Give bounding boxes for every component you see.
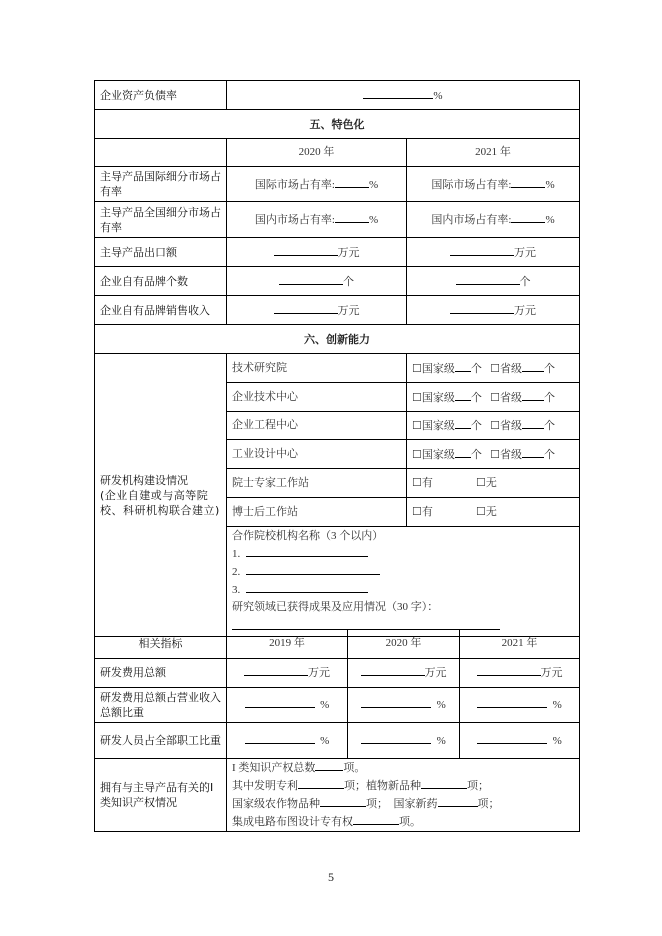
table-row (95, 687, 580, 722)
row-label: 研发费用总额 (95, 658, 227, 687)
unit-text: 万元 (514, 246, 536, 259)
row-label: 企业自有品牌个数 (95, 267, 227, 296)
institution-level-field[interactable] (407, 354, 580, 383)
table-row (95, 658, 580, 687)
rd-expense-2020-field[interactable] (348, 658, 460, 687)
form-table-upper (94, 80, 580, 637)
rd-label-line1: 研发机构建设情况 (100, 473, 188, 487)
institution-level-field[interactable] (407, 412, 580, 440)
unit-text: 个 (544, 391, 555, 404)
unit-text: 个 (470, 420, 482, 432)
provincial-checkbox[interactable]: ☐省级 (490, 362, 522, 375)
partner-number: 3. (232, 584, 241, 596)
year-2021-header: 2021 年 (407, 139, 580, 167)
unit-text: % (433, 89, 443, 102)
indicators-header: 相关指标 (95, 630, 227, 658)
row-label: 企业自有品牌销售收入 (95, 296, 227, 325)
asset-ratio-field[interactable] (227, 81, 580, 110)
institution-level-field[interactable] (407, 440, 580, 469)
indicators-header-row (95, 630, 580, 658)
unit-text: % (436, 734, 446, 747)
unit-text: 万元 (337, 246, 360, 259)
text: 项； 国家新药 (366, 797, 438, 810)
rd-expense-2021-field[interactable] (460, 658, 580, 687)
station-options (407, 469, 580, 498)
yes-checkbox[interactable]: ☐有 (412, 505, 433, 518)
text: 集成电路布图设计专有权 (232, 815, 353, 828)
partner-number: 2. (232, 566, 241, 578)
rd-institution-label (95, 354, 227, 637)
institution-row (95, 354, 580, 383)
table-row (95, 202, 580, 238)
unit-text: 个 (544, 420, 555, 432)
table-row (95, 296, 580, 325)
provincial-checkbox[interactable]: ☐省级 (490, 448, 522, 461)
unit-text: 个 (343, 275, 354, 288)
rd-ratio-2019-field[interactable] (227, 687, 348, 722)
table-row (95, 722, 580, 758)
row-label: 主导产品全国细分市场占有率 (95, 202, 227, 238)
asset-ratio-label: 企业资产负债率 (95, 81, 227, 110)
brand-revenue-2020-field[interactable] (227, 296, 407, 325)
rd-ratio-2021-field[interactable] (460, 687, 580, 722)
brand-count-2021-field[interactable] (407, 267, 580, 296)
partner-field-3[interactable] (232, 581, 574, 599)
unit-text: % (368, 214, 379, 226)
institution-name: 企业工程中心 (227, 412, 407, 440)
intl-share-2021-field[interactable] (407, 167, 580, 202)
text: 项； (477, 797, 500, 810)
prefix-text: 国内市场占有率: (254, 214, 335, 226)
brand-revenue-2021-field[interactable] (407, 296, 580, 325)
unit-text: 个 (470, 391, 482, 404)
text: 其中发明专利 (232, 779, 298, 792)
intl-share-2020-field[interactable] (227, 167, 407, 202)
institution-name: 工业设计中心 (227, 440, 407, 469)
asset-ratio-row (95, 81, 580, 110)
unit-text: 万元 (514, 304, 536, 317)
unit-text: % (320, 734, 330, 747)
unit-text: 个 (519, 275, 531, 288)
partners-cell (227, 527, 580, 637)
station-name: 院士专家工作站 (227, 469, 407, 498)
unit-text: % (552, 734, 562, 747)
no-checkbox[interactable]: ☐无 (476, 505, 497, 518)
prefix-text: 国际市场占有率: (431, 178, 512, 191)
prefix-text: 国际市场占有率: (254, 178, 335, 191)
indicators-table (94, 630, 580, 832)
rd-staff-2021-field[interactable] (460, 722, 580, 758)
station-name: 博士后工作站 (227, 498, 407, 527)
export-2020-field[interactable] (227, 238, 407, 267)
partner-field-2[interactable] (232, 563, 574, 581)
unit-text: 万元 (337, 304, 360, 317)
year-header: 2019 年 (227, 630, 348, 658)
unit-text: % (545, 214, 555, 226)
unit-text: % (436, 699, 446, 711)
unit-text: % (320, 699, 330, 711)
unit-text: % (368, 178, 379, 191)
year-header: 2021 年 (460, 630, 580, 658)
ip-row (95, 758, 580, 831)
national-checkbox[interactable]: ☐国家级 (412, 362, 455, 375)
unit-text: % (545, 178, 555, 191)
domestic-share-2021-field[interactable] (407, 202, 580, 238)
ip-patent-field[interactable] (232, 777, 574, 795)
partner-number: 1. (232, 548, 241, 560)
text: 项； (467, 779, 489, 792)
rd-expense-2019-field[interactable] (227, 658, 348, 687)
row-label: 主导产品出口额 (95, 238, 227, 267)
empty-header-cell (95, 139, 227, 167)
domestic-share-2020-field[interactable] (227, 202, 407, 238)
row-label: 研发费用总额占营业收入总额比重 (95, 687, 227, 722)
institution-name: 技术研究院 (227, 354, 407, 383)
rd-label-line2: (企业自建或与高等院校、科研机构联合建立) (100, 488, 220, 517)
national-checkbox[interactable]: ☐国家级 (412, 391, 455, 404)
table-row (95, 267, 580, 296)
rd-staff-2020-field[interactable] (348, 722, 460, 758)
provincial-checkbox[interactable]: ☐省级 (490, 420, 522, 432)
ip-ic-field[interactable] (232, 813, 574, 831)
section6-title: 六、创新能力 (95, 325, 580, 354)
unit-text: 个 (544, 362, 555, 375)
rd-staff-2019-field[interactable] (227, 722, 348, 758)
text: 项。 (399, 815, 421, 828)
section5-title: 五、特色化 (95, 110, 580, 139)
unit-text: 万元 (308, 667, 330, 679)
ip-label: 拥有与主导产品有关的I 类知识产权情况 (95, 758, 227, 831)
section5-year-header (95, 139, 580, 167)
unit-text: 个 (544, 448, 555, 461)
table-row (95, 238, 580, 267)
prefix-text: 国内市场占有率: (431, 214, 512, 226)
text: 项；植物新品种 (344, 779, 421, 792)
page-number: 5 (328, 870, 334, 884)
partners-title: 合作院校机构名称（3 个以内） (232, 530, 384, 542)
unit-text: 个 (470, 362, 482, 375)
institution-name: 企业技术中心 (227, 383, 407, 412)
national-checkbox[interactable]: ☐国家级 (412, 448, 455, 461)
text: 项。 (343, 761, 366, 774)
partner-field-1[interactable] (232, 545, 574, 563)
text: 国家级农作物品种 (232, 797, 320, 810)
unit-text: 万元 (540, 667, 563, 679)
ip-crop-field[interactable] (232, 795, 574, 813)
row-label: 研发人员占全部职工比重 (95, 722, 227, 758)
institution-level-field[interactable] (407, 383, 580, 412)
no-checkbox[interactable]: ☐无 (476, 476, 497, 489)
unit-text: % (552, 699, 562, 711)
table-row (95, 167, 580, 202)
row-label: 主导产品国际细分市场占有率 (95, 167, 227, 202)
national-checkbox[interactable]: ☐国家级 (412, 420, 455, 432)
unit-text: 个 (470, 448, 482, 461)
year-header: 2020 年 (348, 630, 460, 658)
achievements-label: 研究领域已获得成果及应用情况（30 字）： (232, 601, 439, 613)
station-options (407, 498, 580, 527)
brand-count-2020-field[interactable] (227, 267, 407, 296)
unit-text: 万元 (424, 667, 447, 679)
ip-details (227, 758, 580, 831)
year-2020-header: 2020 年 (227, 139, 407, 167)
yes-checkbox[interactable]: ☐有 (412, 476, 433, 489)
text: I 类知识产权总数 (232, 761, 316, 774)
provincial-checkbox[interactable]: ☐省级 (490, 391, 522, 404)
export-2021-field[interactable] (407, 238, 580, 267)
ip-total-field[interactable] (232, 759, 574, 777)
rd-ratio-2020-field[interactable] (348, 687, 460, 722)
